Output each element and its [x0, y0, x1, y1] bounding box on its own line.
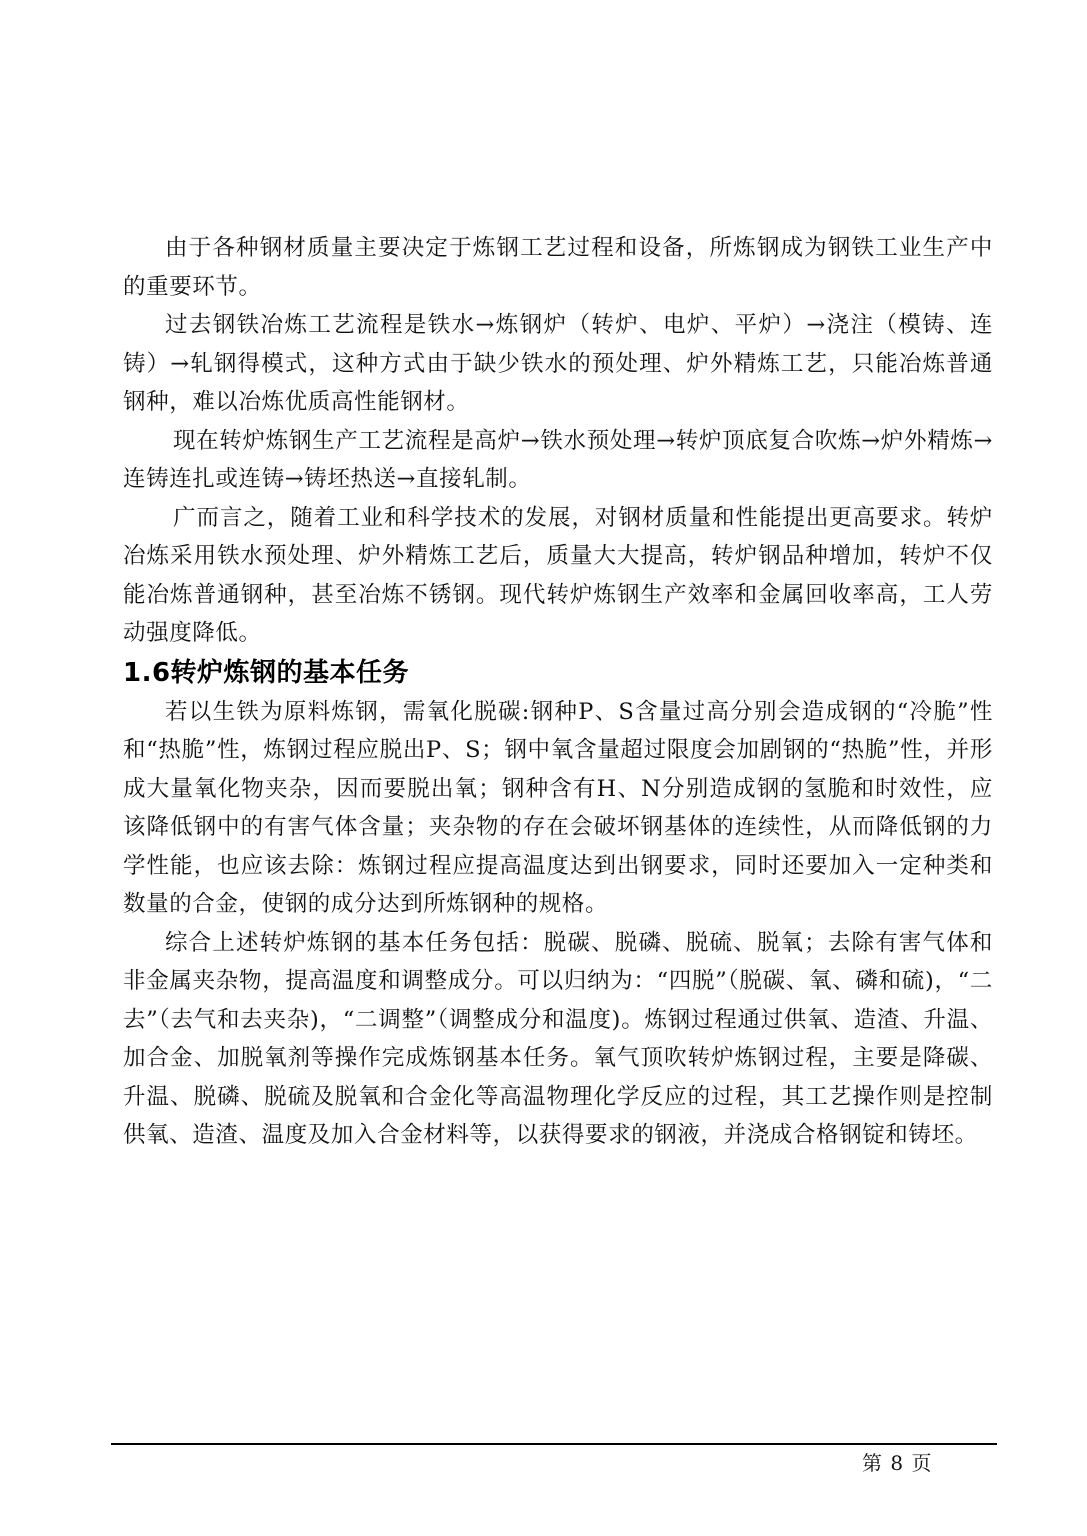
page-number: 第 8 页	[862, 1451, 933, 1475]
paragraph-current-process: 现在转炉炼钢生产工艺流程是高炉→铁水预处理→转炉顶底复合吹炼→炉外精炼→连铸连扎或连铸→铸坯热送→直接轧制。	[123, 427, 993, 492]
paragraph-old-process: 过去钢铁冶炼工艺流程是铁水→炼钢炉（转炉、电炉、平炉）→浇注（模铸、连铸）→轧钢得模式，这种方式由于缺少铁水的预处理、炉外精炼工艺，只能冶炼普通钢种，难以冶炼优质高性能钢材。	[123, 312, 993, 415]
paragraph-steel-quality: 由于各种钢材质量主要决定于炼钢工艺过程和设备，所炼钢成为钢铁工业生产中的重要环节。	[123, 235, 993, 300]
paragraph-refining-tasks: 若以生铁为原料炼钢，需氧化脱碳:钢种P、S含量过高分别会造成钢的“冷脆”性和“热脆”性，炼钢过程应脱出P、S；钢中氧含量超过限度会加剧钢的“热脆”性，并形成大量氧化物夹杂，因而要脱出氧；钢种含有H、N分别造成钢的氢脆和时效性，应该降低钢中的有害气体含量；夹杂物的存在会破坏钢基体的连续性，从而降低钢的力学性能，也应该去除：炼钢过程应提高温度达到出钢要求，同时还要加入一定种类和数量的合金，使钢的成分达到所炼钢种的规格。	[123, 698, 993, 917]
footer-divider	[111, 1443, 997, 1445]
paragraph-general-improvement: 广而言之，随着工业和科学技术的发展，对钢材质量和性能提出更高要求。转炉冶炼采用铁水预处理、炉外精炼工艺后，质量大大提高，转炉钢品种增加，转炉不仅能冶炼普通钢种，甚至冶炼不锈钢。现代转炉炼钢生产效率和金属回收率高，工人劳动强度降低。	[123, 504, 993, 646]
paragraph-task-summary: 综合上述转炉炼钢的基本任务包括：脱碳、脱磷、脱硫、脱氧；去除有害气体和非金属夹杂物，提高温度和调整成分。可以归纳为：“四脱”（脱碳、氧、磷和硫)，“二去”（去气和去夹杂)，“二调整”（调整成分和温度)。炼钢过程通过供氧、造渣、升温、加合金、加脱氧剂等操作完成炼钢基本任务。氧气顶吹转炉炼钢过程，主要是降碳、升温、脱磷、脱硫及脱氧和合金化等高温物理化学反应的过程，其工艺操作则是控制供氧、造渣、温度及加入合金材料等，以获得要求的钢液，并浇成合格钢锭和铸坯。	[123, 929, 993, 1148]
section-heading: 1.6转炉炼钢的基本任务	[123, 657, 410, 688]
document-body	[123, 229, 993, 1155]
